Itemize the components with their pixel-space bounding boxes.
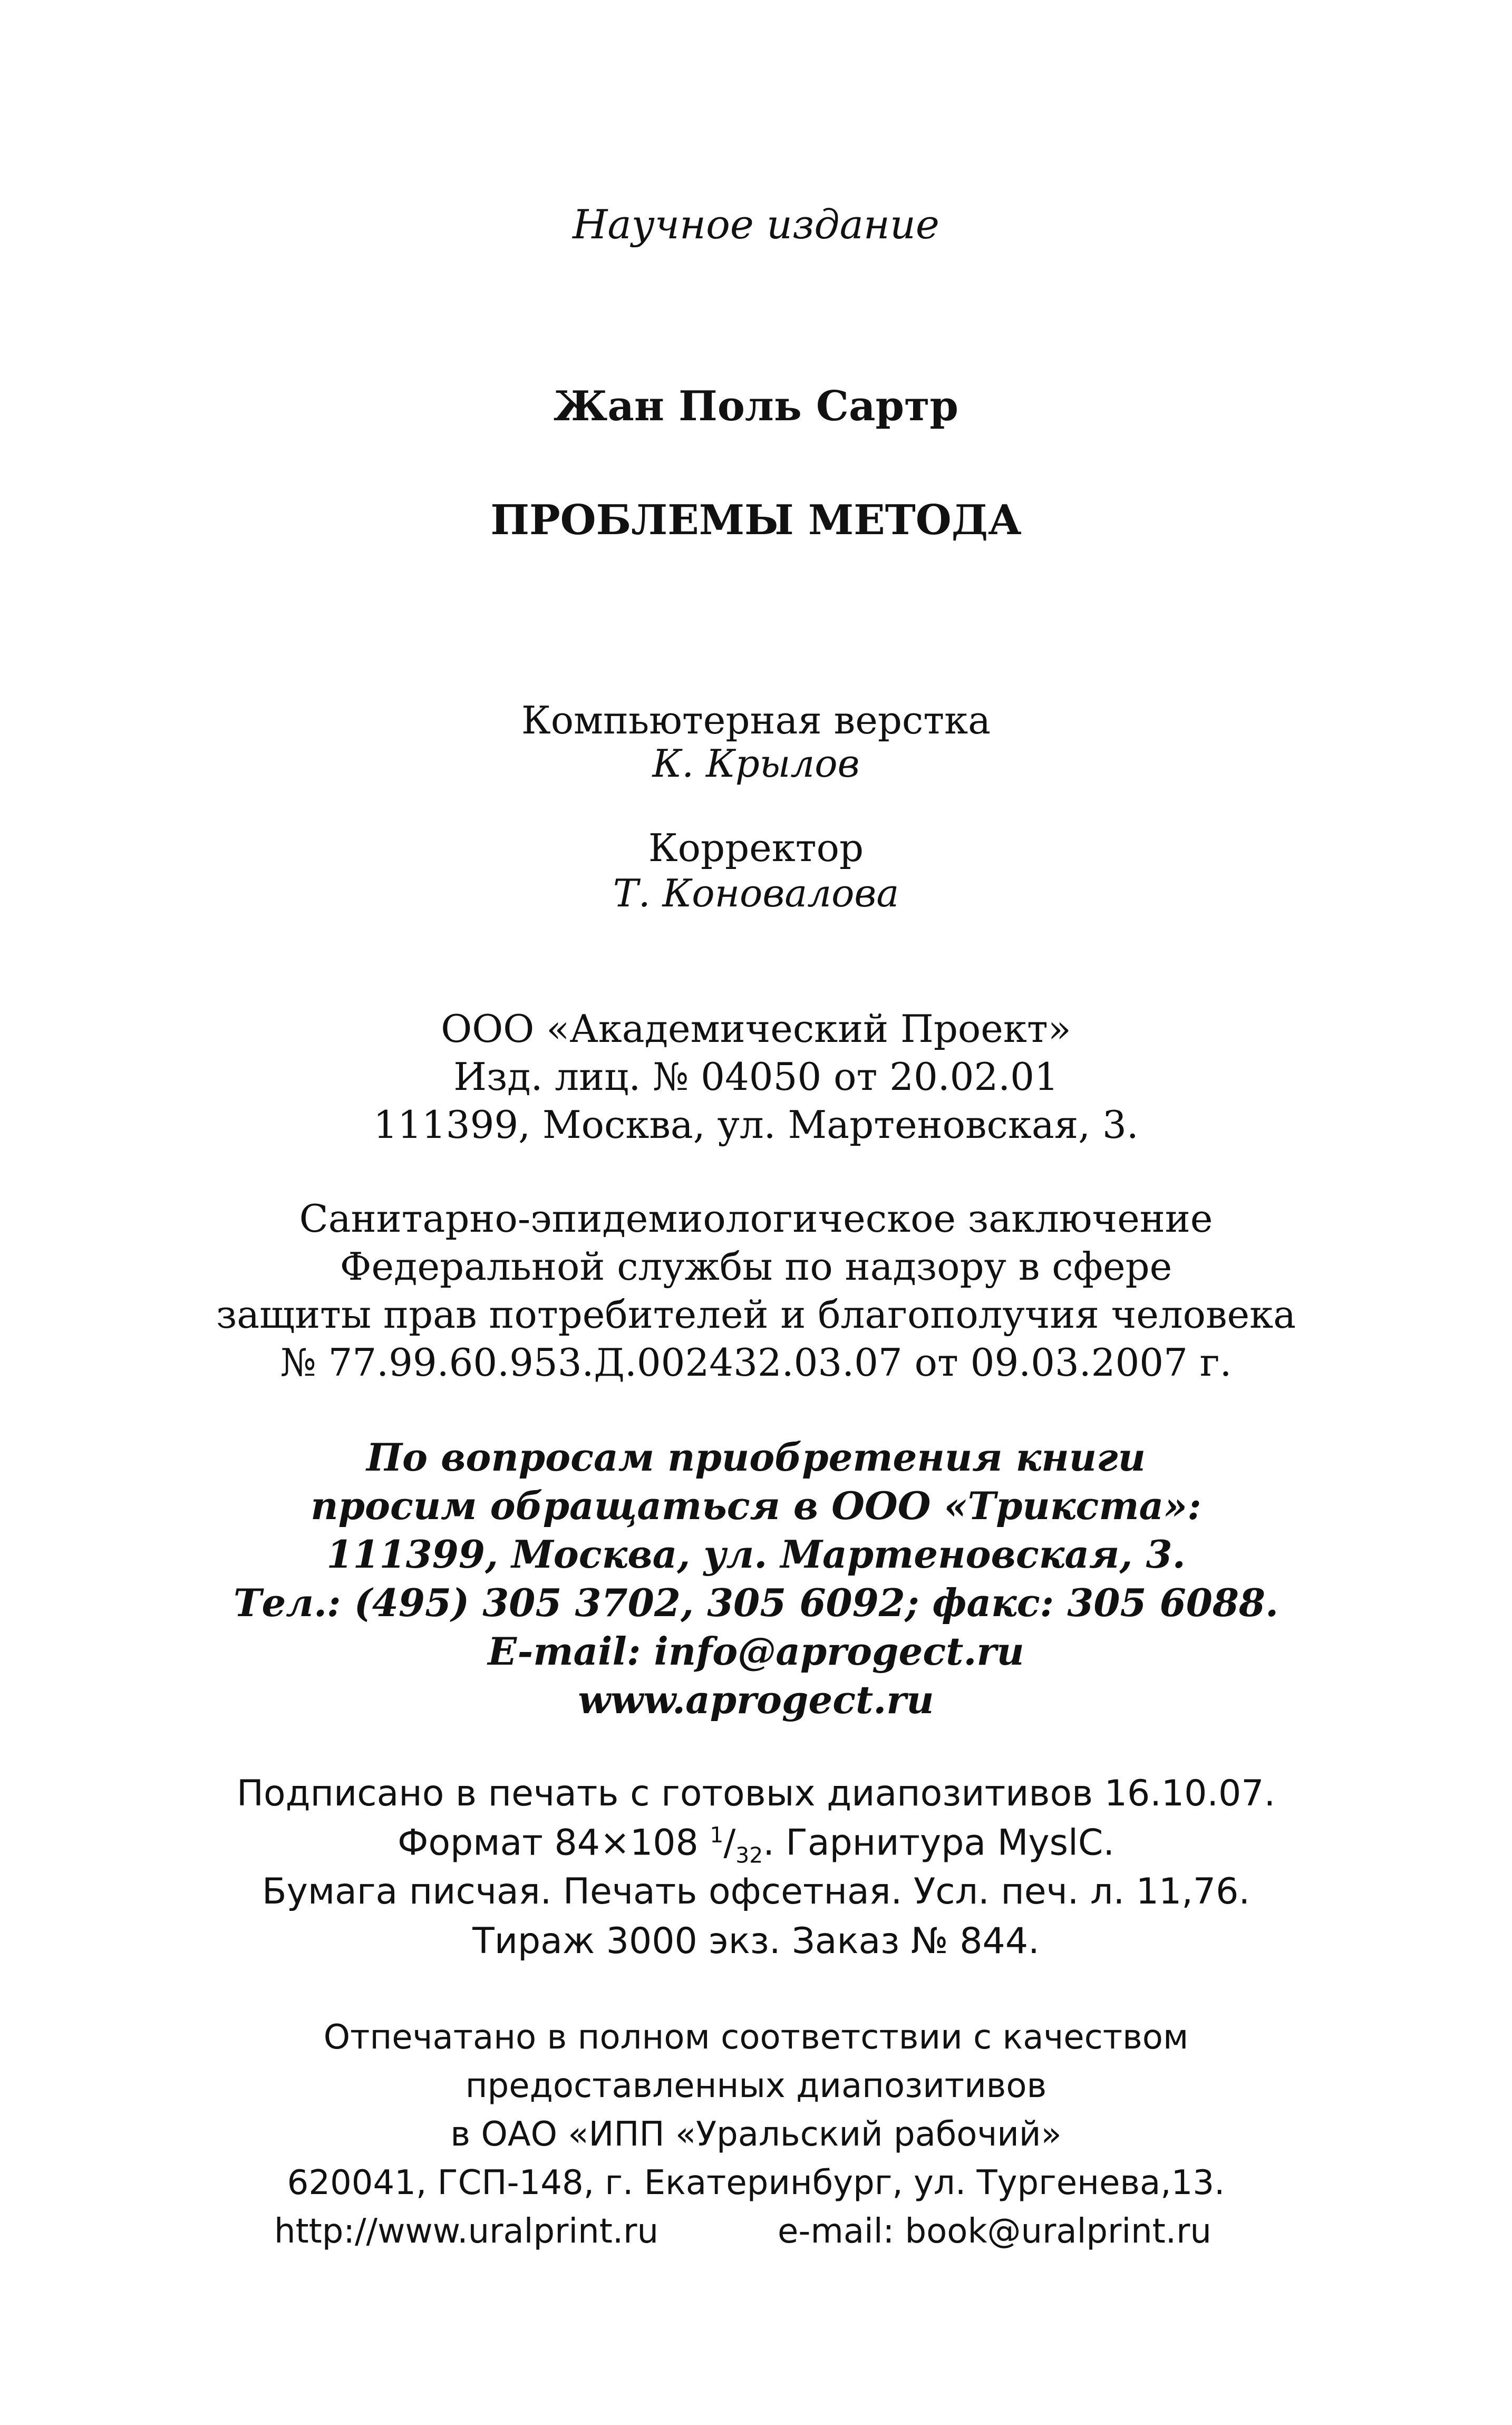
author-name: Жан Поль Сартр <box>554 382 958 430</box>
format-denominator: 32 <box>735 1842 763 1868</box>
format-numerator: 1 <box>710 1822 724 1848</box>
orders-line: По вопросам приобретения книги <box>366 1435 1146 1480</box>
edition-type: Научное издание <box>573 201 939 248</box>
printer-line: предоставленных диапозитивов <box>465 2066 1047 2105</box>
publisher-address: 111399, Москва, ул. Мартеновская, 3. <box>373 1103 1139 1147</box>
format-separator: / <box>723 1822 736 1864</box>
orders-address: 111399, Москва, ул. Мартеновская, 3. <box>326 1532 1186 1577</box>
sanitary-line: защиты прав потребителей и благополучия человека <box>216 1292 1296 1337</box>
printer-name: в ОАО «ИПП «Уральский рабочий» <box>450 2115 1062 2154</box>
layout-role: Компьютерная верстка <box>521 698 991 742</box>
print-signed: Подписано в печать с готовых диапозитивов 16.10.07. <box>236 1773 1276 1814</box>
corrector-role: Корректор <box>648 826 864 870</box>
orders-email: E-mail: info@aprogect.ru <box>488 1629 1024 1674</box>
publisher-name: ООО «Академический Проект» <box>441 1007 1071 1051</box>
print-paper: Бумага писчая. Печать офсетная. Усл. печ. л. 11,76. <box>261 1871 1251 1912</box>
format-suffix: . Гарнитура MyslC. <box>763 1822 1115 1864</box>
printer-line: Отпечатано в полном соответствии с качеством <box>323 2018 1189 2057</box>
sanitary-line: Федеральной службы по надзору в сфере <box>340 1244 1172 1289</box>
layout-name: К. Крылов <box>652 741 860 786</box>
corrector-name: Т. Коновалова <box>613 871 899 915</box>
sanitary-line: Санитарно-эпидемиологическое заключение <box>299 1196 1213 1241</box>
book-title: ПРОБЛЕМЫ МЕТОДА <box>490 496 1022 544</box>
format-prefix: Формат 84×108 <box>397 1822 710 1864</box>
printer-address: 620041, ГСП-148, г. Екатеринбург, ул. Тургенева,13. <box>287 2163 1225 2202</box>
print-run: Тираж 3000 экз. Заказ № 844. <box>472 1920 1040 1962</box>
sanitary-line: № 77.99.60.953.Д.002432.03.07 от 09.03.2007 г. <box>280 1340 1232 1385</box>
printer-website: http://www.uralprint.ru <box>274 2212 659 2251</box>
print-format <box>0 1824 1512 1866</box>
orders-line: просим обращаться в ООО «Трикста»: <box>311 1483 1201 1528</box>
orders-phone: Тел.: (495) 305 3702, 305 6092; факс: 305 6088. <box>233 1580 1279 1625</box>
printer-email: e-mail: book@uralprint.ru <box>778 2212 1211 2251</box>
publisher-license: Изд. лиц. № 04050 от 20.02.01 <box>453 1055 1059 1099</box>
orders-website: www.aprogect.ru <box>578 1677 934 1722</box>
